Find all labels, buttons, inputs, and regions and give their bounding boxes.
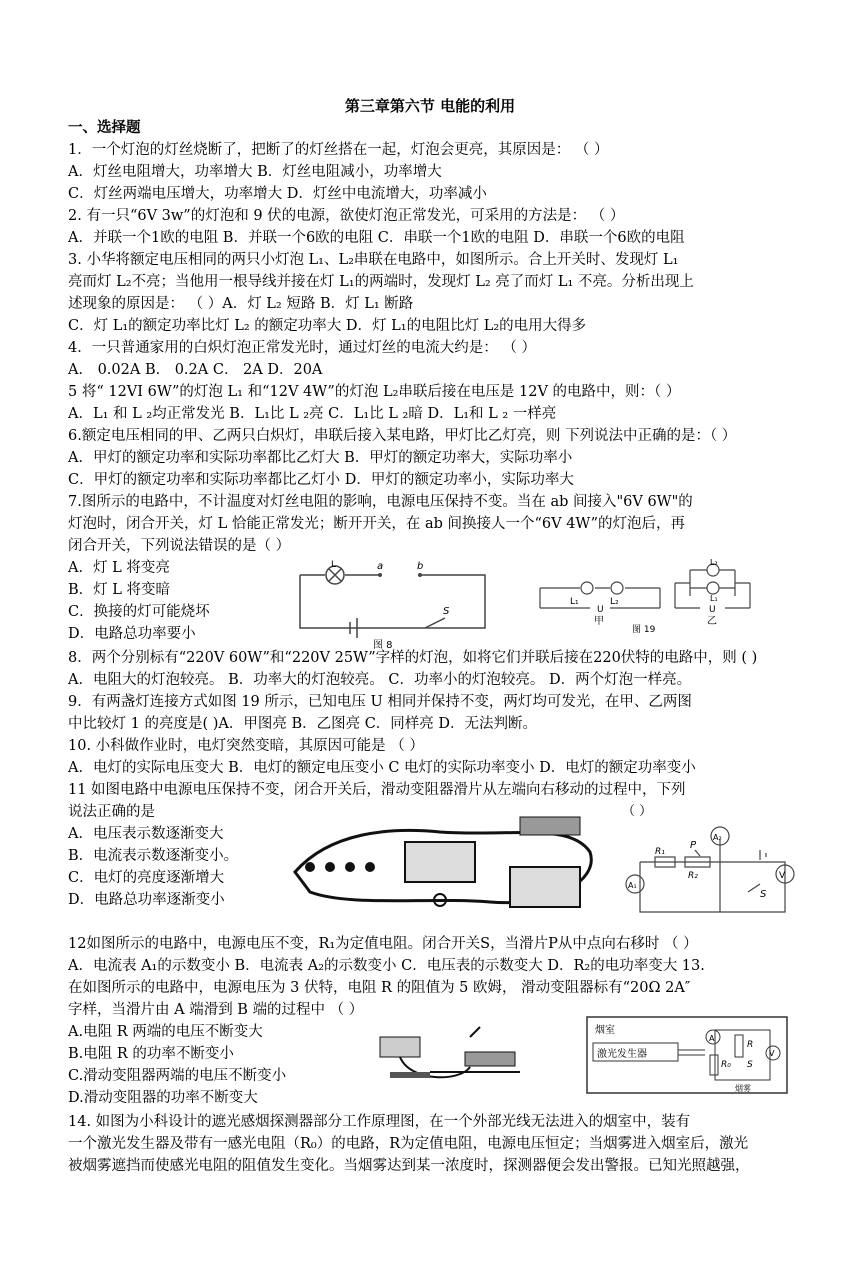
fig8-label-a: a	[377, 561, 384, 572]
fig19-label-yi-l1: L₁	[710, 594, 718, 603]
fig14-label-laser: 激光发生器	[597, 1049, 647, 1060]
fig19-label-yi-l2: L₂	[710, 558, 718, 567]
q11-option-c: C．电灯的亮度逐渐增大	[68, 870, 225, 886]
q8-options: A．电阻大的灯泡较亮。 B．功率大的灯泡较亮。 C．功率小的灯泡较亮。 D．两个灯泡一样亮。	[68, 672, 692, 688]
q7-stem-2: 灯泡时，闭合开关，灯 L 恰能正常发光；断开开关，在 ab 间换接人一个“6V 4W”的灯泡后，再	[68, 516, 686, 532]
q1-options-ab: A．灯丝电阻增大，功率增大 B．灯丝电阻减小，功率增大	[68, 164, 442, 180]
q4-stem: 4．一只普通家用的白炽灯泡正常发光时，通过灯丝的电流大约是： （ ）	[68, 340, 536, 356]
q11-stem-2: 说法正确的是	[68, 804, 155, 820]
q13-stem-2: 字样，当滑片由 A 端滑到 B 端的过程中 （ ）	[68, 1002, 364, 1018]
q6-options-ab: A．甲灯的额定功率和实际功率都比乙灯大 B．甲灯的额定功率大，实际功率小	[68, 450, 573, 466]
q8-stem: 8．两个分别标有“220V 60W”和“220V 25W”字样的灯泡，如将它们并联后接在220伏特的电路中，则 ( )	[68, 650, 758, 666]
q11-option-d: D．电路总功率逐渐变小	[68, 892, 225, 908]
fig14-label-a: A	[709, 1034, 715, 1043]
q7-option-a: A．灯 L 将变亮	[68, 560, 170, 576]
fig19-label-yi: 乙	[707, 616, 717, 627]
fig19-label-l2: L₂	[610, 597, 619, 607]
q6-stem: 6.额定电压相同的甲、乙两只白炽灯，串联后接入某电路，甲灯比乙灯亮，则 下列说法中正确的是：（ ）	[68, 428, 737, 444]
fig19-label-u-yi: U	[709, 605, 716, 615]
fig14-label-r0: R₀	[721, 1060, 731, 1070]
q7-stem-1: 7.图所示的电路中，不计温度对灯丝电阻的影响，电源电压保持不变。当在 ab 间接入"6V 6W"的	[68, 494, 693, 510]
section-heading: 一、选择题	[68, 119, 141, 136]
q14-stem-1: 14. 如图为小科设计的遮光感烟探测器部分工作原理图，在一个外部光线无法进入的烟室中，装有	[68, 1114, 691, 1130]
q13-option-b: B.电阻 R 的功率不断变小	[68, 1046, 234, 1062]
q11-stem-1: 11 如图电路中电源电压保持不变，闭合开关后，滑动变阻器滑片从左端向右移动的过程中，下列	[68, 782, 686, 798]
q13-option-d: D.滑动变阻器的功率不断变大	[68, 1090, 258, 1106]
fig19-label-l1: L₁	[570, 597, 579, 607]
fig8-caption: 图 8	[373, 640, 393, 650]
fig11-label-s: S	[760, 889, 767, 900]
figure-11-circuit	[620, 822, 805, 917]
q13-option-c: C.滑动变阻器两端的电压不断变小	[68, 1068, 287, 1084]
q11-answer-bracket: （ ）	[622, 804, 653, 819]
figure-11-apparatus-photo	[290, 812, 610, 912]
q10-options: A．电灯的实际电压变大 B．电灯的额定电压变小 C 电灯的实际功率变小 D．电灯的额定功率变小	[68, 760, 696, 776]
fig8-label-s: S	[443, 606, 450, 617]
q14-stem-2: 一个激光发生器及带有一感光电阻（R₀）的电路，R为定值电阻，电源电压恒定；当烟雾进入烟室后，激光	[68, 1136, 749, 1152]
fig11-label-v: V	[779, 871, 786, 881]
q3-stem-1: 3. 小华将额定电压相同的两只小灯泡 L₁、L₂串联在电路中，如图所示。合上开关时、发现灯 L₁	[68, 252, 679, 268]
fig19-label-u-jia: U	[597, 605, 604, 615]
fig19-caption: 图 19	[632, 625, 656, 635]
q1-stem: 1．一个灯泡的灯丝烧断了，把断了的灯丝搭在一起，灯泡会更亮，其原因是： （ ）	[68, 142, 609, 158]
fig8-label-l: L	[331, 560, 337, 570]
q5-stem: 5 将“ 12VI 6W”的灯泡 L₁ 和“12V 4W”的灯泡 L₂串联后接在电压是 12V 的电路中，则：（ ）	[68, 384, 681, 400]
fig19-label-jia: 甲	[594, 616, 604, 627]
q3-stem-2: 亮而灯 L₂不亮；当他用一根导线并接在灯 L₁的两端时，发现灯 L₂ 亮了而灯 L₁ 不亮。分析出现上	[68, 274, 694, 290]
q1-options-cd: C．灯丝两端电压增大，功率增大 D．灯丝中电流增大，功率减小	[68, 186, 487, 202]
q13-stem-1: 在如图所示的电路中，电源电压为 3 伏特，电阻 R 的阻值为 5 欧姆， 滑动变阻器标有“20Ω 2A″	[68, 980, 691, 996]
q11-option-a: A．电压表示数逐渐变大	[68, 826, 224, 842]
q9-stem-2: 中比较灯 1 的亮度是( )A．甲图亮 B．乙图亮 C．同样亮 D．无法判断。	[68, 716, 538, 732]
q7-option-c: C．换接的灯可能烧坏	[68, 604, 210, 620]
q11-option-b: B．电流表示数逐渐变小。	[68, 848, 239, 864]
figure-13-apparatus-photo	[370, 1022, 550, 1092]
fig11-label-r2: R₂	[688, 871, 698, 881]
fig14-label-room: 烟室	[595, 1025, 615, 1036]
fig11-label-r1: R₁	[655, 847, 665, 857]
q12-stem: 12如图所示的电路中，电源电压不变，R₁为定值电阻。闭合开关S，当滑片P从中点向右移时 （ ）	[68, 936, 698, 952]
q10-stem: 10. 小科做作业时，电灯突然变暗，其原因可能是 （ ）	[68, 738, 424, 754]
fig14-label-v: V	[769, 1049, 775, 1058]
q3-stem-3: 述现象的原因是： （ ）A．灯 L₂ 短路 B．灯 L₁ 断路	[68, 296, 414, 312]
q2-options: A．并联一个1欧的电阻 B．并联一个6欧的电阻 C．串联一个1欧的电阻 D．串联一个6欧的电阻	[68, 230, 685, 246]
q4-options: A． 0.02A B． 0.2A C． 2A D．20A	[68, 362, 323, 378]
q7-option-d: D．电路总功率要小	[68, 626, 196, 642]
fig14-label-s: S	[747, 1060, 753, 1070]
fig14-label-r: R	[747, 1040, 754, 1050]
fig14-label-smoke: 烟雾	[735, 1084, 751, 1093]
figure-8-circuit	[295, 560, 495, 650]
q5-options: A．L₁ 和 L ₂均正常发光 B．L₁比 L ₂亮 C．L₁比 L ₂暗 D．L₁和 L ₂ 一样亮	[68, 406, 557, 422]
q2-stem: 2. 有一只“6V 3w”的灯泡和 9 伏的电源，欲使灯泡正常发光，可采用的方法是： （ ）	[68, 208, 625, 224]
q12-options: A．电流表 A₁的示数变小 B．电流表 A₂的示数变小 C．电压表的示数变大 D．R₂的电功率变大 13.	[68, 958, 705, 974]
q3-options-cd: C．灯 L₁的额定功率比灯 L₂ 的额定功率大 D．灯 L₁的电阻比灯 L₂的电用大得多	[68, 318, 587, 334]
fig11-label-p: P	[690, 840, 697, 851]
fig11-label-a1: A₁	[628, 881, 637, 890]
fig8-label-b: b	[417, 561, 424, 572]
fig11-label-a2: A₂	[713, 833, 722, 842]
figure-14-smoke-detector	[585, 1015, 790, 1095]
page-title: 第三章第六节 电能的利用	[344, 97, 516, 115]
q13-option-a: A.电阻 R 两端的电压不断变大	[68, 1024, 263, 1040]
q7-option-b: B．灯 L 将变暗	[68, 582, 171, 598]
q6-options-cd: C．甲灯的额定功率和实际功率都比乙灯小 D．甲灯的额定功率小，实际功率大	[68, 472, 574, 488]
q14-stem-3: 被烟雾遮挡而使感光电阻的阻值发生变化。当烟雾达到某一浓度时，探测器便会发出警报。已知光照越强，	[68, 1158, 750, 1174]
figure-19-circuits	[535, 558, 775, 648]
q9-stem-1: 9．有两盏灯连接方式如图 19 所示，已知电压 U 相同并保持不变，两灯均可发光，在甲、乙两图	[68, 694, 692, 710]
q7-stem-3: 闭合开关，下列说法错误的是（ ）	[68, 538, 291, 554]
